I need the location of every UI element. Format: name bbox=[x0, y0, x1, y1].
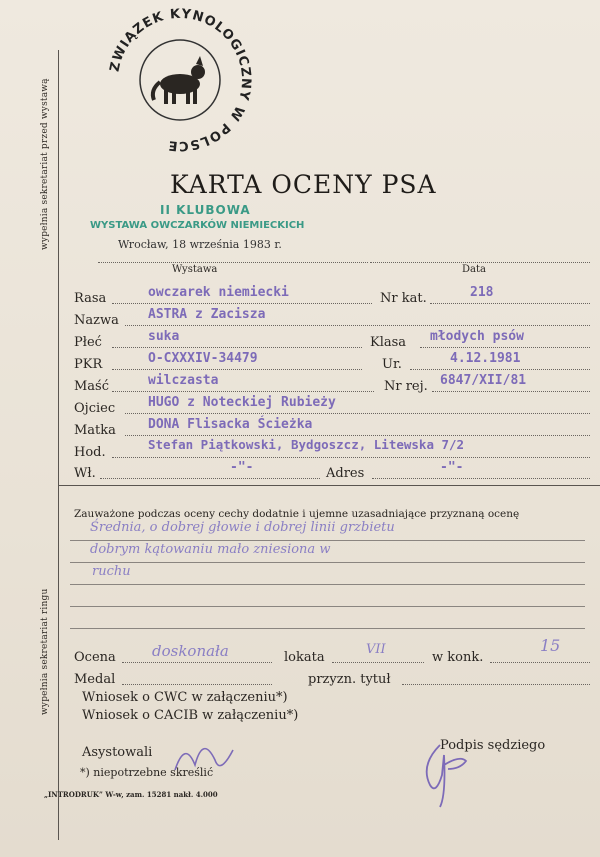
label-ojciec: Ojciec bbox=[74, 401, 116, 416]
footnote: *) niepotrzebne skreślić bbox=[80, 766, 214, 779]
label-nr-kat: Nr kat. bbox=[380, 291, 427, 306]
value-masc: wilczasta bbox=[148, 373, 219, 388]
value-ojciec: HUGO z Noteckiej Rubieży bbox=[148, 395, 336, 410]
label-cacib: Wniosek o CACIB w załączeniu*) bbox=[82, 708, 299, 723]
section-divider bbox=[58, 485, 600, 486]
association-seal bbox=[100, 0, 260, 160]
label-medal: Medal bbox=[74, 672, 116, 687]
value-wl: -"- bbox=[230, 460, 254, 475]
dog-icon bbox=[153, 56, 205, 104]
label-nr-rej: Nr rej. bbox=[384, 379, 428, 394]
label-wystawa: Wystawa bbox=[172, 264, 218, 275]
label-ur: Ur. bbox=[382, 357, 402, 372]
label-data: Data bbox=[462, 264, 486, 275]
value-hod: Stefan Piątkowski, Bydgoszcz, Litewska 7/2 bbox=[148, 437, 465, 452]
label-zauwazone: Zauważone podczas oceny cechy dodatnie i ujemne uzasadniające przyznaną ocenę bbox=[74, 508, 520, 520]
stamp-line-3: Wrocław, 18 września 1983 r. bbox=[118, 238, 282, 251]
value-nr-kat: 218 bbox=[470, 285, 494, 300]
stamp-line-1: II KLUBOWA bbox=[160, 203, 251, 217]
remarks-line-2: dobrym kątowaniu mało zniesiona w bbox=[90, 542, 331, 557]
label-hod: Hod. bbox=[74, 445, 106, 460]
label-rasa: Rasa bbox=[74, 291, 107, 306]
label-podpis: Podpis sędziego bbox=[440, 738, 546, 753]
label-masc: Maść bbox=[74, 379, 110, 394]
label-plec: Płeć bbox=[74, 335, 102, 350]
side-label-top: wypełnia sekretariat przed wystawą bbox=[40, 78, 50, 250]
remarks-line-3: ruchu bbox=[92, 564, 131, 579]
vertical-margin-line bbox=[58, 50, 59, 840]
label-adres: Adres bbox=[326, 466, 365, 481]
printer-info: „INTRODRUK” W-w, zam. 15281 nakł. 4.000 bbox=[44, 790, 218, 799]
value-nr-rej: 6847/XII/81 bbox=[440, 373, 527, 388]
stamp-line-2: WYSTAWA OWCZARKÓW NIEMIECKICH bbox=[90, 220, 305, 231]
label-lokata: lokata bbox=[284, 650, 325, 665]
remarks-line-1: Średnia, o dobrej głowie i dobrej linii grzbietu bbox=[90, 520, 395, 535]
label-ocena: Ocena bbox=[74, 650, 116, 665]
value-nazwa: ASTRA z Zacisza bbox=[148, 307, 266, 322]
label-w-konk: w konk. bbox=[432, 650, 484, 665]
judge-signature bbox=[400, 735, 490, 810]
value-ur: 4.12.1981 bbox=[450, 351, 521, 366]
label-matka: Matka bbox=[74, 423, 116, 438]
page-title: KARTA OCENY PSA bbox=[170, 170, 437, 199]
value-lokata: VII bbox=[366, 642, 386, 657]
label-nazwa: Nazwa bbox=[74, 313, 119, 328]
value-ocena: doskonała bbox=[152, 642, 229, 660]
label-pkr: PKR bbox=[74, 357, 103, 372]
label-przyzn-tytul: przyzn. tytuł bbox=[308, 672, 391, 687]
assistant-signature bbox=[165, 730, 245, 780]
label-klasa: Klasa bbox=[370, 335, 407, 350]
seal-text: ZWIĄZEK KYNOLOGICZNY W POLSCE bbox=[107, 6, 254, 154]
label-asystowali: Asystowali bbox=[82, 745, 153, 760]
label-wl: Wł. bbox=[74, 466, 96, 481]
value-pkr: O-CXXXIV-34479 bbox=[148, 351, 258, 366]
value-klasa: młodych psów bbox=[430, 329, 524, 344]
label-cwc: Wniosek o CWC w załączeniu*) bbox=[82, 690, 288, 705]
side-label-bottom: wypełnia sekretariat ringu bbox=[40, 588, 50, 715]
value-plec: suka bbox=[148, 329, 180, 344]
value-w-konk: 15 bbox=[540, 636, 561, 655]
value-rasa: owczarek niemiecki bbox=[148, 285, 289, 300]
value-adres: -"- bbox=[440, 460, 464, 475]
value-matka: DONA Flisacka Ścieżka bbox=[148, 417, 313, 432]
